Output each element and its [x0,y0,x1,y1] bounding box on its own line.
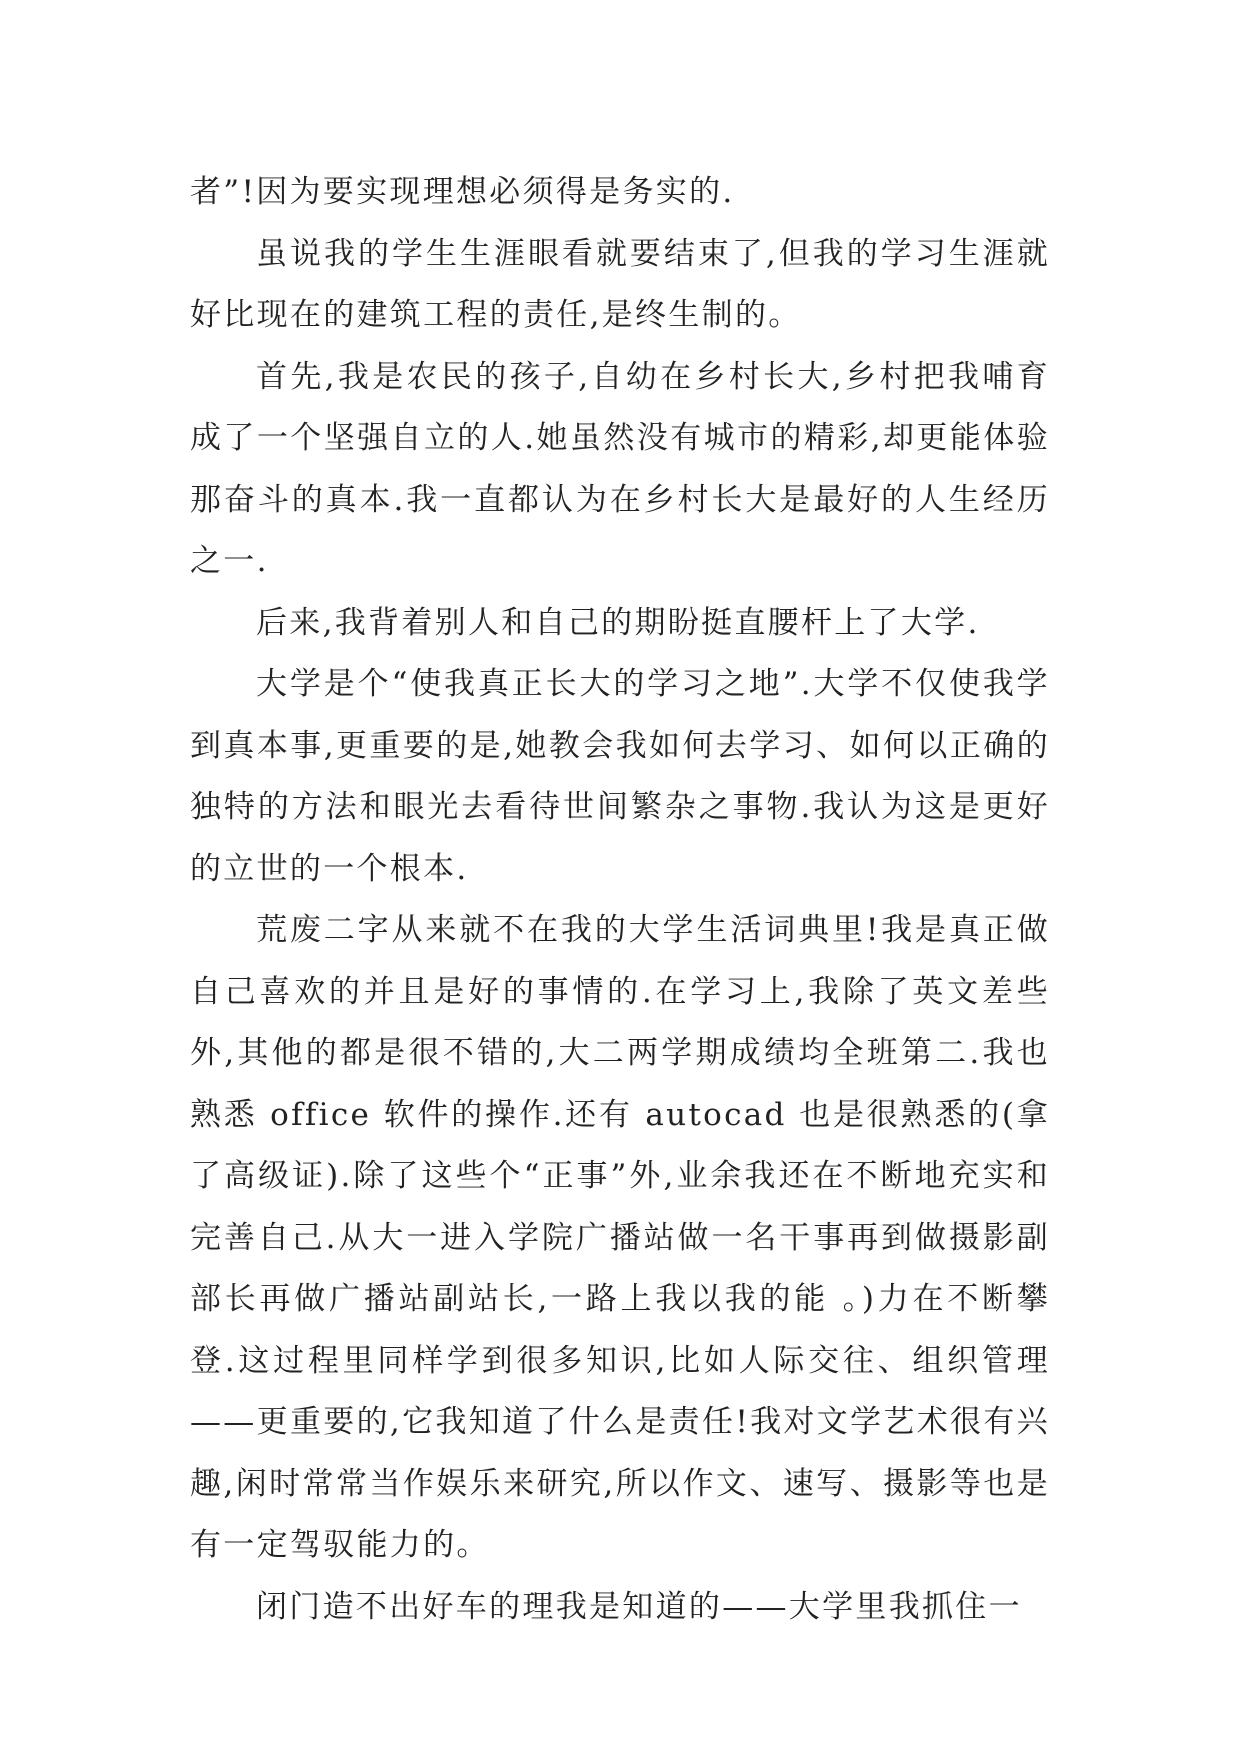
paragraph-4: 后来,我背着别人和自己的期盼挺直腰杆上了大学. [256,604,980,641]
document-body [190,162,1050,1638]
paragraph-2: 虽说我的学生生涯眼看就要结束了,但我的学习生涯就好比现在的建筑工程的责任,是终生制的。 [190,235,1050,333]
paragraph-7: 闭门造不出好车的理我是知道的——大学里我抓住一 [256,1588,1022,1625]
paragraph-5: 大学是个“使我真正长大的学习之地”.大学不仅使我学到真本事,更重要的是,她教会我如何去学习、如何以正确的独特的方法和眼光去看待世间繁杂之事物.我认为这是更好的立世的一个根本. [190,666,1050,887]
paragraph-3: 首先,我是农民的孩子,自幼在乡村长大,乡村把我哺育成了一个坚强自立的人.她虽然没有城市的精彩,却更能体验那奋斗的真本.我一直都认为在乡村长大是最好的人生经历之一. [190,358,1050,579]
paragraph-6: 荒废二字从来就不在我的大学生活词典里!我是真正做自己喜欢的并且是好的事情的.在学习上,我除了英文差些外,其他的都是很不错的,大二两学期成绩均全班第二.我也熟悉 office 软件的操作.还有 autocad 也是很熟悉的(拿了高级证).除了这些个“正事”外,业余我还在不断地充实和完善自己.从大一进入学院广播站做一名干事再到做摄影副部长再做广播站副站长,一路上我以我的能 。)力在不断攀登.这过程里同样学到很多知识,比如人际交往、组织管理——更重要的,它我知道了什么是责任!我对文学艺术很有兴趣,闲时常常当作娱乐来研究,所以作文、速写、摄影等也是有一定驾驭能力的。 [190,912,1050,1563]
paragraph-1: 者”!因为要实现理想必须得是务实的. [190,174,735,210]
